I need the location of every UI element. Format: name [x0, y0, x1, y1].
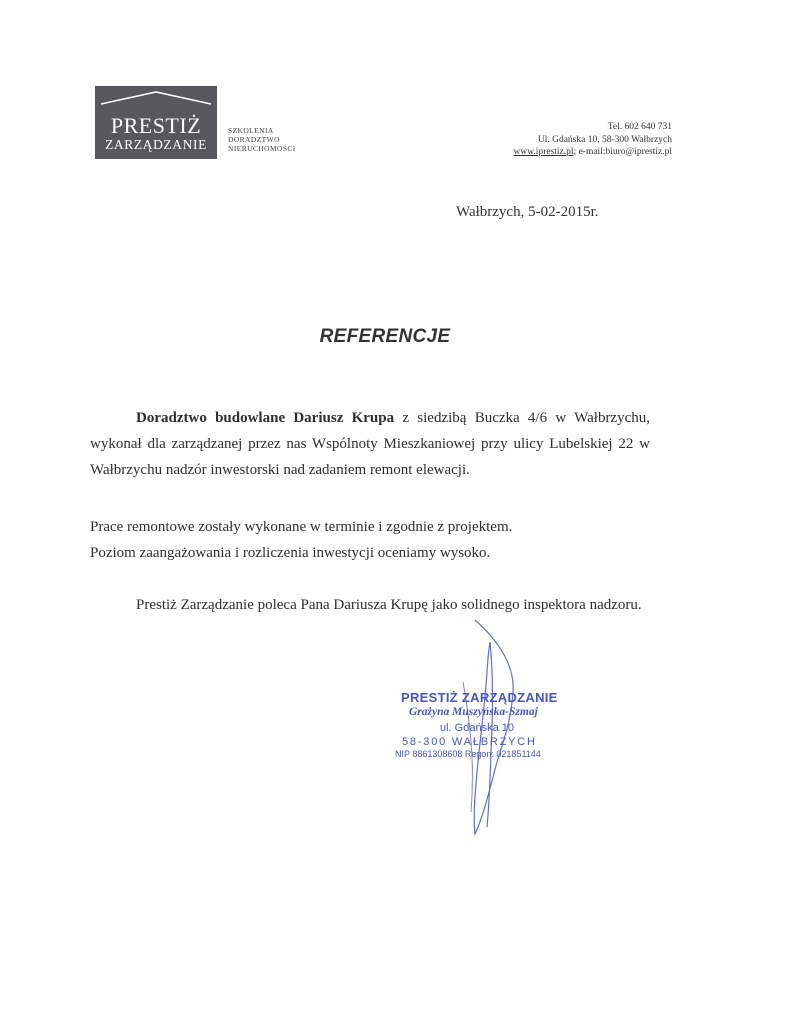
tagline-line: NIERUCHOMOŚCI	[228, 144, 296, 153]
contact-phone: Tel. 602 640 731	[607, 122, 672, 132]
company-logo	[95, 86, 217, 159]
paragraph-2-line: Prace remontowe zostały wykonane w terminie i zgodnie z projektem.	[90, 519, 513, 535]
recommendation-paragraph: Prestiż Zarządzanie poleca Pana Dariusza Krupę jako solidnego inspektora nadzoru.	[136, 597, 642, 613]
contractor-name: Doradztwo budowlane Dariusz Krupa	[136, 410, 395, 426]
roof-icon	[95, 86, 217, 106]
stamp-company: PRESTIŻ ZARZĄDZANIE	[401, 690, 558, 705]
stamp-person: Grażyna Muszyńska-Szmaj	[409, 706, 538, 718]
stamp-ids: NIP 8861308608 Regon: 021851144	[395, 749, 541, 759]
website-link[interactable]: www.iprestiz.pl	[513, 147, 574, 157]
contact-separator: ;	[573, 147, 577, 157]
contact-web-line	[513, 146, 672, 159]
logo-name-line1: PRESTIŻ	[110, 113, 202, 138]
logo-tagline	[228, 126, 296, 153]
tagline-line: DORADZTWO	[228, 135, 280, 144]
paragraph-2-line: Poziom zaangażowania i rozliczenia inwestycji oceniamy wysoko.	[90, 545, 491, 561]
letter-title: REFERENCJE	[319, 326, 451, 347]
logo-name-line2: ZARZĄDZANIE	[105, 137, 207, 152]
contact-block	[513, 121, 672, 159]
stamp-city: 58-300 WAŁBRZYCH	[402, 736, 537, 748]
paragraph-1-text: z siedzibą Buczka 4/6 w Wałbrzychu, wykonał dla zarządzanej przez nas Wspólnoty Mieszkaniowej przy ulicy Lubelskiej 22 w Wałbrzychu nadzór inwestorski nad zadaniem remont elewacji.	[90, 410, 650, 478]
stamp-street: ul. Gdańska 10	[440, 722, 514, 734]
letter-date: Wałbrzych, 5-02-2015r.	[456, 204, 599, 220]
paragraph-2	[90, 514, 650, 566]
email-link[interactable]: e-mail:biuro@iprestiz.pl	[576, 147, 672, 157]
signature	[445, 612, 535, 842]
paragraph-1	[90, 405, 650, 483]
tagline-line: SZKOLENIA	[228, 126, 274, 135]
contact-address: Ul. Gdańska 10, 58-300 Wałbrzych	[537, 134, 672, 145]
